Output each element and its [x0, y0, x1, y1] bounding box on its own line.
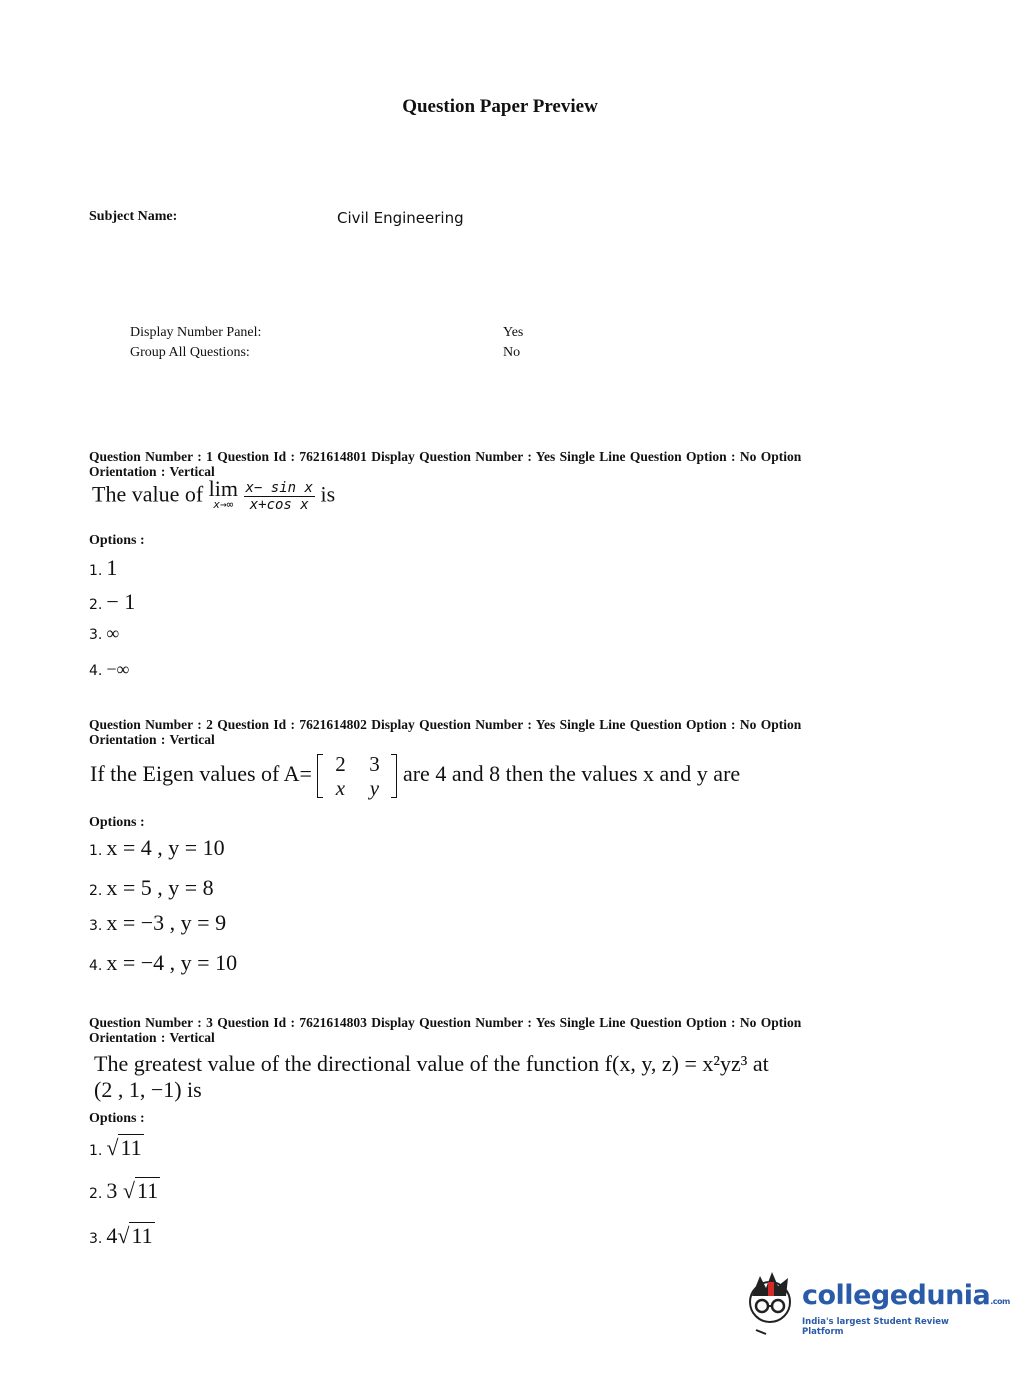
option-number: 1.: [89, 843, 103, 859]
radicand: 11: [131, 1223, 153, 1248]
matrix-cell: 2: [335, 752, 346, 776]
limit-expression: [208, 475, 239, 513]
matrix-a: [317, 752, 397, 800]
question-2-meta: Question Number : 2 Question Id : 7621614802 Display Question Number : Yes Single Line Question Option : No Option Orientation : Vertical: [89, 717, 802, 747]
option-value: 1: [106, 555, 118, 580]
option-number: 2.: [89, 1186, 103, 1202]
option-number: 2.: [89, 597, 103, 613]
question-2-text-pre: If the Eigen values of A=: [90, 761, 312, 787]
option-coefficient: 4: [106, 1223, 118, 1248]
limit-operator: lim: [208, 475, 239, 501]
option-value: x = −3 , y = 9: [106, 910, 227, 935]
fraction-numerator: x− sin x: [245, 480, 313, 496]
setting-value-group-all-questions: No: [503, 345, 521, 360]
option-value: ∞: [106, 623, 120, 643]
option-value: x = 4 , y = 10: [106, 835, 225, 860]
option-number: 3.: [89, 918, 103, 934]
option-number: 3.: [89, 1231, 103, 1247]
square-root: √11: [106, 1135, 142, 1160]
subject-label: Subject Name:: [89, 209, 178, 224]
page-title: Question Paper Preview: [402, 96, 598, 117]
question-2-text-post: are 4 and 8 then the values x and y are: [402, 761, 741, 787]
option-value: [106, 1135, 143, 1160]
question-3-option-1[interactable]: [89, 1135, 144, 1161]
fraction: [244, 480, 315, 513]
option-value: [106, 1223, 154, 1248]
square-root: √11: [122, 1178, 159, 1203]
question-1-text-pre: The value of: [92, 481, 204, 507]
option-value: x = 5 , y = 8: [106, 875, 214, 900]
subject-value: Civil Engineering: [337, 209, 464, 227]
option-coefficient: 3: [106, 1178, 123, 1203]
setting-label-display-number-panel: Display Number Panel:: [130, 325, 262, 340]
radicand: 11: [136, 1178, 159, 1203]
question-3-text-line-1: The greatest value of the directional value of the function f(x, y, z) = x²yz³ at: [94, 1051, 769, 1076]
matrix-cell: y: [369, 776, 380, 800]
question-1-option-4[interactable]: [89, 659, 129, 680]
matrix-cell: 3: [369, 752, 380, 776]
question-2-option-4[interactable]: [89, 950, 237, 976]
option-number: 3.: [89, 627, 103, 643]
question-1-options-label: Options :: [89, 533, 145, 548]
question-1-text: [92, 475, 336, 513]
mascot-icon: [742, 1268, 802, 1338]
option-number: 1.: [89, 563, 103, 579]
option-value: − 1: [106, 589, 136, 614]
radicand: 11: [120, 1135, 142, 1160]
question-2-text: [90, 752, 740, 800]
matrix-cell: x: [335, 776, 346, 800]
square-root: √11: [117, 1223, 153, 1248]
question-3-text-line-2: (2 , 1, −1) is: [94, 1077, 202, 1102]
question-2-options-label: Options :: [89, 815, 145, 830]
logo-wordmark: collegedunia.com: [802, 1280, 1010, 1311]
logo-tagline: India's largest Student Review Platform: [802, 1317, 949, 1337]
setting-label-group-all-questions: Group All Questions:: [130, 345, 250, 360]
option-number: 1.: [89, 1143, 103, 1159]
option-value: x = −4 , y = 10: [106, 950, 238, 975]
option-value: [106, 1178, 160, 1203]
question-2-option-1[interactable]: [89, 835, 225, 861]
collegedunia-logo[interactable]: [742, 1268, 1010, 1338]
option-number: 4.: [89, 958, 103, 974]
question-1-option-2[interactable]: [89, 589, 135, 615]
question-2-option-3[interactable]: [89, 910, 226, 936]
question-1-option-1[interactable]: [89, 555, 117, 581]
question-3-option-2[interactable]: [89, 1178, 160, 1204]
fraction-denominator: x+cos x: [249, 497, 309, 513]
setting-value-display-number-panel: Yes: [503, 325, 524, 340]
limit-subscript: x→∞: [213, 497, 234, 511]
question-2-option-2[interactable]: [89, 875, 214, 901]
option-number: 4.: [89, 663, 103, 679]
logo-tld: .com: [990, 1297, 1010, 1306]
option-number: 2.: [89, 883, 103, 899]
question-1-meta: Question Number : 1 Question Id : 7621614801 Display Question Number : Yes Single Line Question Option : No Option Orientation : Vertical: [89, 449, 802, 479]
question-1-text-post: is: [320, 481, 336, 507]
question-3-meta: Question Number : 3 Question Id : 7621614803 Display Question Number : Yes Single Line Question Option : No Option Orientation : Vertical: [89, 1015, 802, 1045]
option-value: −∞: [106, 659, 130, 679]
question-3-options-label: Options :: [89, 1111, 145, 1126]
question-1-option-3[interactable]: [89, 623, 119, 644]
question-3-option-3[interactable]: [89, 1223, 155, 1249]
